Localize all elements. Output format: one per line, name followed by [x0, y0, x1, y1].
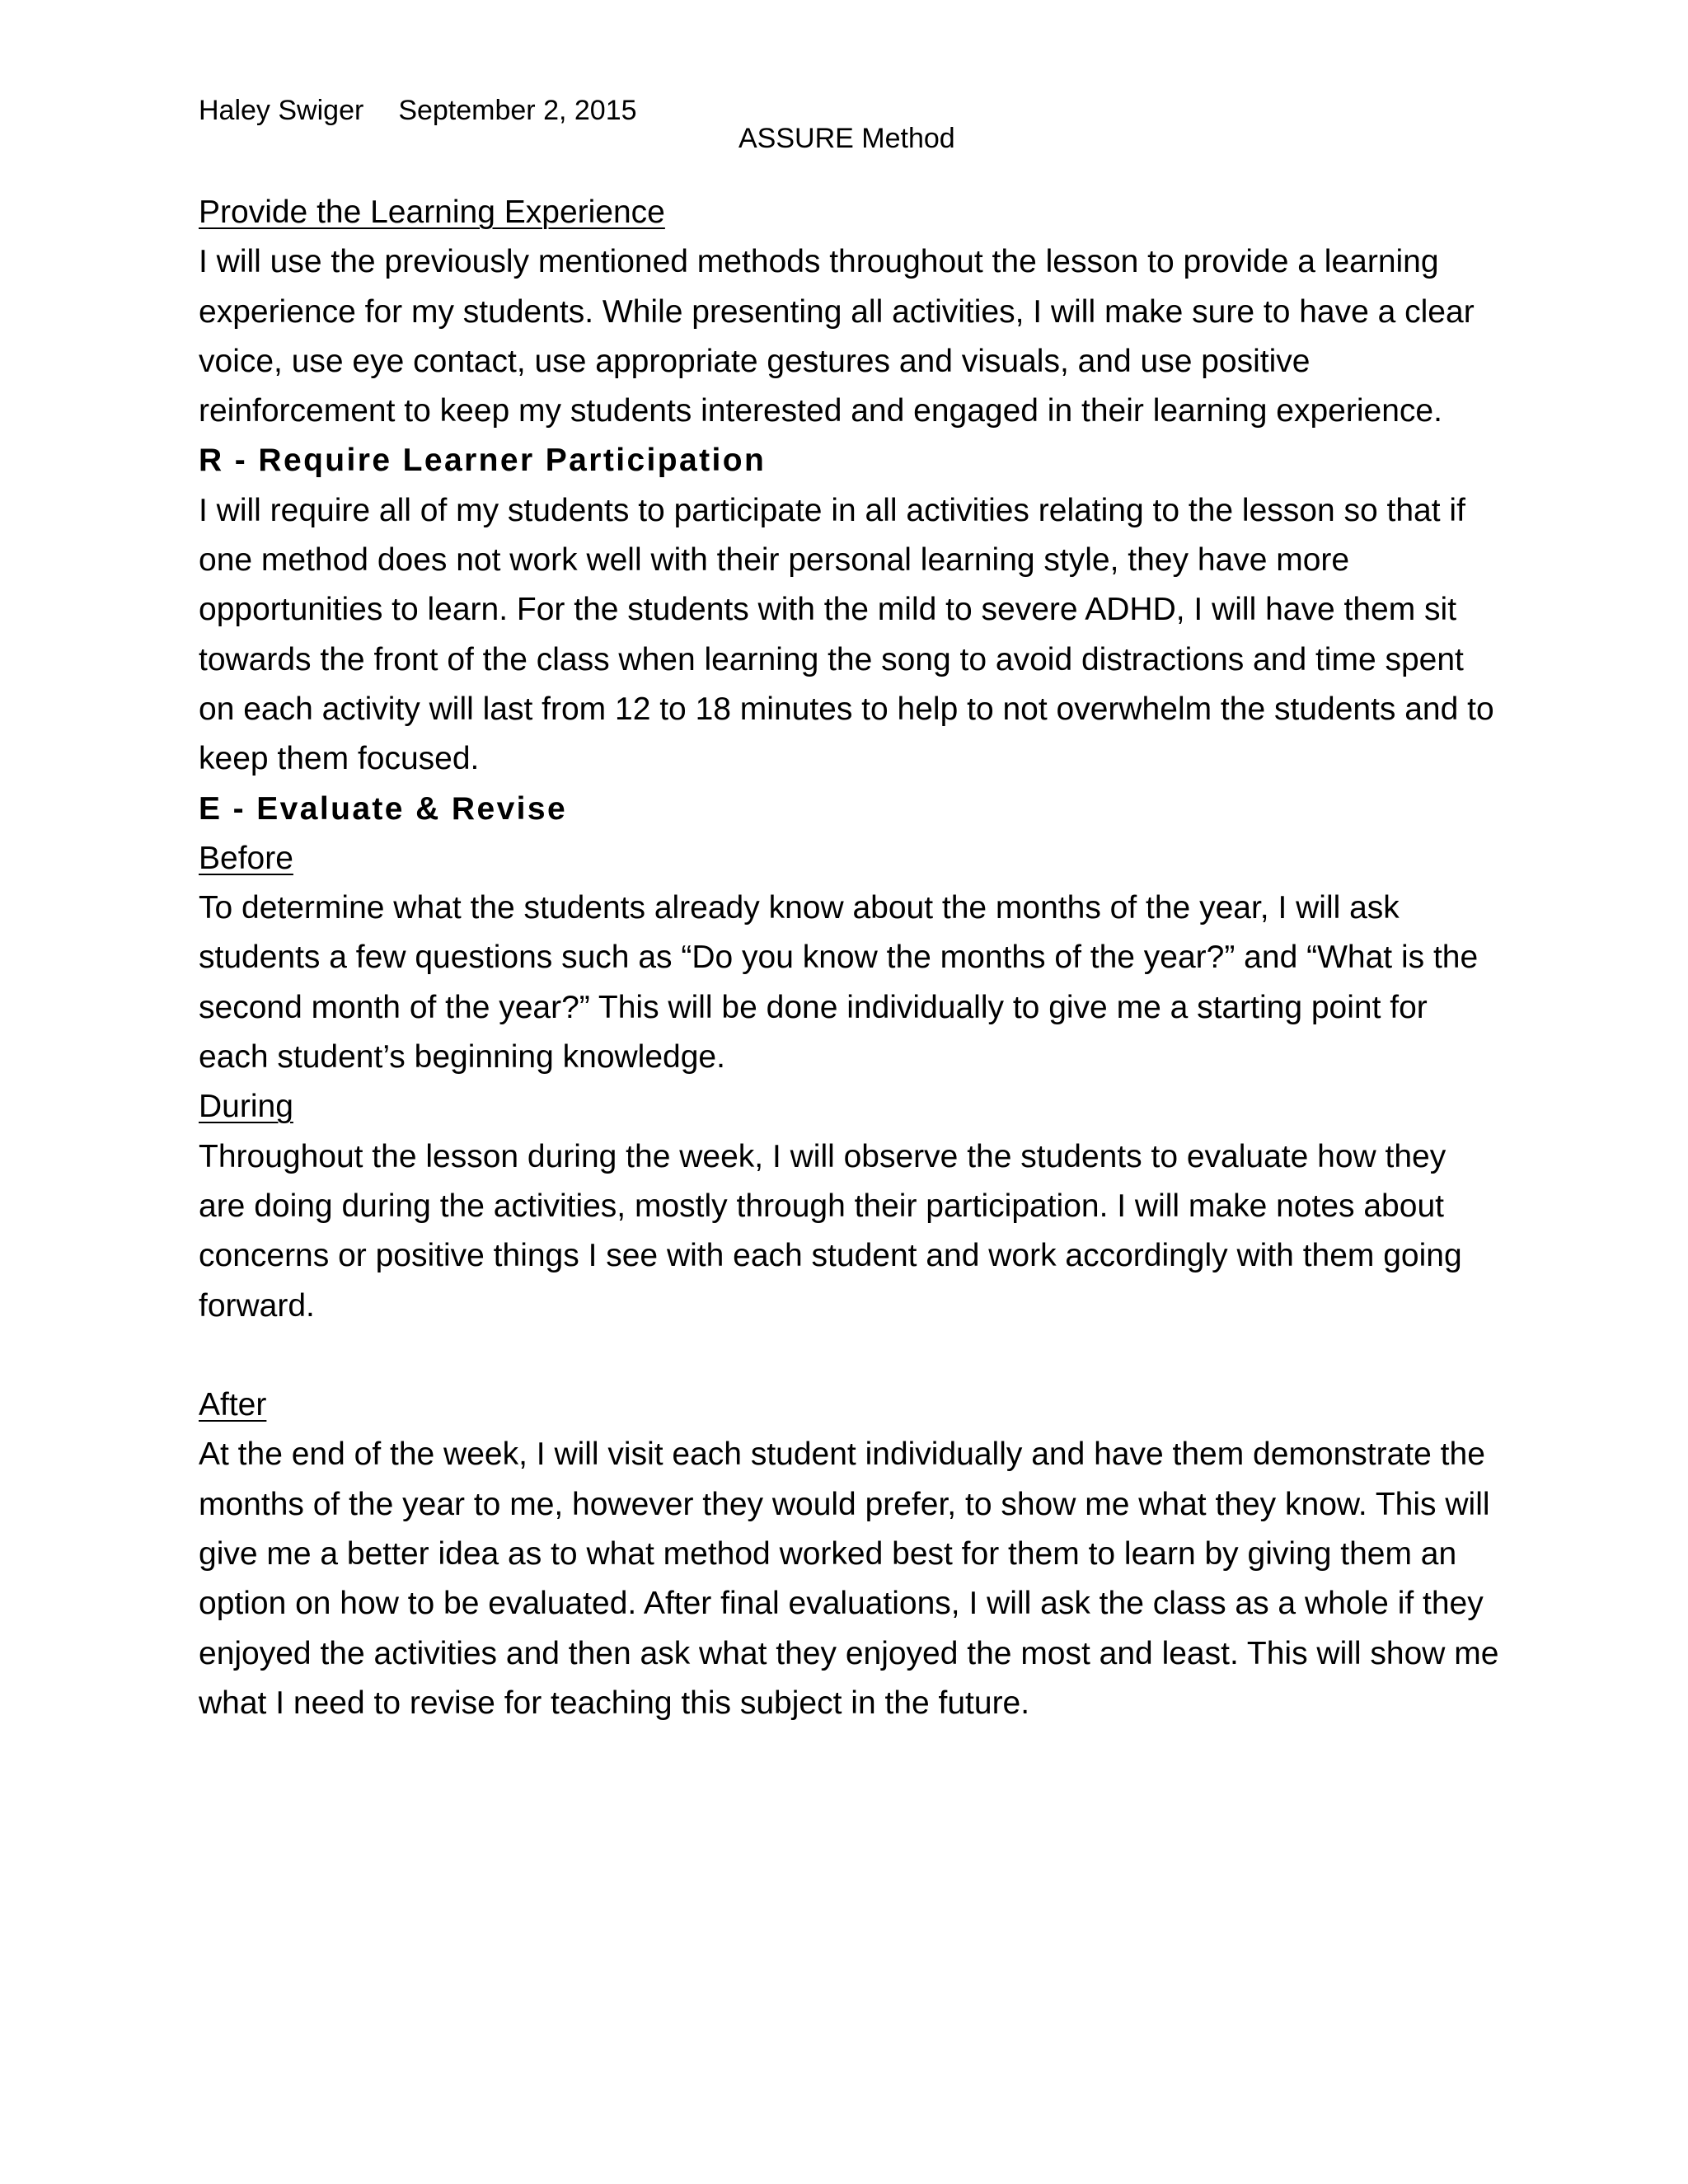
- paragraph-during: Throughout the lesson during the week, I will observe the students to evaluate how they are doing during the activities, mostly through their participation. I will make notes about concerns or positive things I see with each student and work accordingly with them going forward.: [199, 1138, 1462, 1324]
- paragraph-provide: I will use the previously mentioned methods throughout the lesson to provide a learning experience for my students. While presenting all activities, I will make sure to have a clear voice, use eye contact, use appropriate gestures and visuals, and use positive reinforcement to keep my students interested and engaged in their learning experience.: [199, 244, 1475, 429]
- paragraph-require: I will require all of my students to participate in all activities relating to the lesson so that if one method does not work well with their personal learning style, they have more opportunities to learn. For the students with the mild to severe ADHD, I will have them sit towards the front of the class when learning the song to avoid distractions and time spent on each activity will last from 12 to 18 minutes to help to not overwhelm the students and to keep them focused.: [199, 492, 1494, 777]
- subheading-before: Before: [199, 840, 293, 876]
- document-body: [199, 188, 1501, 1728]
- document-date: September 2, 2015: [398, 95, 637, 126]
- blank-line: [199, 1331, 1501, 1380]
- section-heading-evaluate: E - Evaluate & Revise: [199, 790, 568, 827]
- author-name: Haley Swiger: [199, 95, 364, 126]
- section-heading-require: R - Require Learner Participation: [199, 443, 767, 479]
- subheading-provide: Provide the Learning Experience: [199, 194, 665, 230]
- subheading-after: After: [199, 1387, 267, 1423]
- paragraph-after: At the end of the week, I will visit each student individually and have them demonstrate the months of the year to me, however they would prefer, to show me what they know. This will give me a better idea as to what method worked best for them to learn by giving them an option on how to be evaluated. After final evaluations, I will ask the class as a whole if they enjoyed the activities and then ask what they enjoyed the most and least. This will show me what I need to revise for teaching this subject in the future.: [199, 1436, 1499, 1721]
- header-meta: [199, 94, 637, 127]
- document-title: ASSURE Method: [738, 123, 955, 154]
- subheading-during: During: [199, 1089, 293, 1125]
- paragraph-before: To determine what the students already know about the months of the year, I will ask students a few questions such as “Do you know the months of the year?” and “What is the second month of the year?” This will be done individually to give me a starting point for each student’s beginning knowledge.: [199, 890, 1479, 1076]
